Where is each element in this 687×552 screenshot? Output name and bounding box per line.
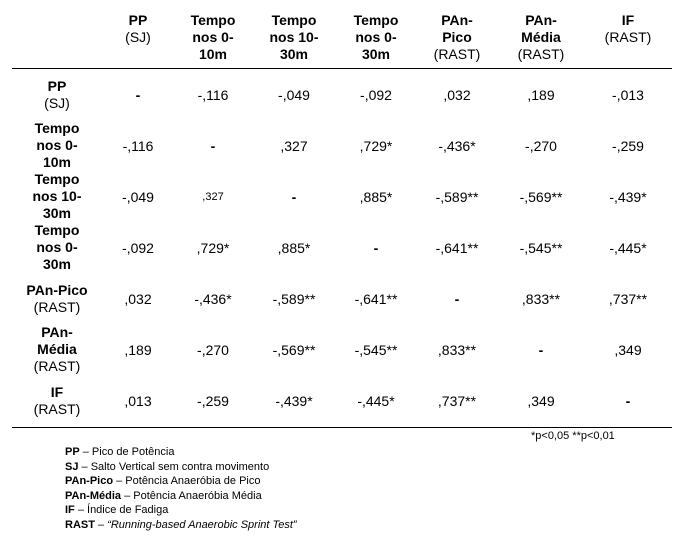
- table-cell: -,116: [197, 86, 229, 103]
- column-header-sub: (RAST): [433, 46, 481, 62]
- legend-text: – Pico de Potência: [79, 446, 175, 458]
- table-cell: -,092: [122, 239, 154, 256]
- table-cell: -,439*: [252, 375, 336, 428]
- table-row: [12, 324, 672, 375]
- column-header-name: PAn-Pico: [441, 12, 473, 45]
- corner-cell: [12, 0, 102, 69]
- table-row: [12, 120, 672, 171]
- column-header-name: Tempo nos 0-10m: [190, 12, 236, 62]
- table-row: [12, 69, 672, 121]
- table-cell: -,589**: [435, 188, 479, 205]
- table-cell: -,569**: [519, 188, 563, 205]
- table-cell: -: [373, 239, 379, 256]
- table-cell: ,189: [527, 86, 555, 103]
- significance-footnote: *p<0,05 **p<0,01: [531, 430, 615, 442]
- table-cell: ,327: [202, 190, 224, 203]
- legend-abbr: RAST: [65, 518, 95, 531]
- table-cell: ,349: [614, 341, 642, 358]
- legend-text: – Índice de Fadiga: [74, 504, 169, 516]
- table-cell: ,189: [124, 341, 152, 358]
- legend-abbr: PP: [65, 446, 80, 458]
- row-header-name: Tempo nos 0-30m: [34, 222, 80, 272]
- row-header: [12, 69, 102, 121]
- table-cell: ,833**: [437, 341, 477, 358]
- correlation-table-wrapper: [12, 0, 672, 428]
- table-cell: -,116: [122, 137, 154, 154]
- table-cell: -,445*: [336, 375, 416, 428]
- table-cell: ,013: [102, 375, 174, 428]
- column-header: [174, 0, 252, 69]
- column-header-name: Tempo nos 0-30m: [353, 12, 399, 62]
- column-header: [252, 0, 336, 69]
- legend-text-italic: “Running-based Anaerobic Sprint Test”: [107, 518, 297, 531]
- column-header-sub: (RAST): [517, 46, 565, 62]
- legend-item: [65, 518, 297, 533]
- column-header: [416, 0, 498, 69]
- column-header-name: IF: [621, 12, 635, 28]
- table-row: [12, 222, 672, 273]
- table-cell: -,545**: [354, 341, 398, 358]
- table-cell: -,092: [360, 86, 392, 103]
- legend-text: –: [94, 518, 108, 531]
- table-cell: -,569**: [272, 341, 316, 358]
- table-cell: -,049: [278, 86, 310, 103]
- table-cell: ,349: [498, 375, 584, 428]
- correlation-table: [12, 0, 672, 428]
- table-cell: -,049: [122, 188, 154, 205]
- table-row: [12, 375, 672, 428]
- table-cell: ,729*: [359, 137, 393, 154]
- row-header-name: Tempo nos 10-30m: [32, 171, 82, 221]
- table-cell: -,259: [174, 375, 252, 428]
- legend-item: [65, 445, 297, 460]
- legend-item: [65, 474, 297, 489]
- column-header: [498, 0, 584, 69]
- table-cell: ,032: [443, 86, 471, 103]
- table-cell: ,327: [280, 137, 308, 154]
- row-header: [12, 273, 102, 324]
- table-cell: -: [210, 137, 216, 154]
- legend-item: [65, 489, 297, 504]
- table-cell: ,833**: [521, 290, 561, 307]
- row-header: [12, 324, 102, 375]
- table-cell: ,885*: [277, 239, 311, 256]
- row-header-name: Tempo nos 0-10m: [34, 120, 80, 170]
- table-cell: -,259: [612, 137, 644, 154]
- column-header-name: PAn-Média: [521, 12, 561, 45]
- column-header: [336, 0, 416, 69]
- row-header-sub: (SJ): [44, 94, 70, 111]
- row-header-name: PAn-Pico: [26, 281, 88, 298]
- table-cell: -,436*: [438, 137, 476, 154]
- legend-item: [65, 460, 297, 475]
- table-cell: -,270: [525, 137, 557, 154]
- row-header: [12, 222, 102, 273]
- table-cell: -: [135, 86, 141, 103]
- row-header-sub: (RAST): [33, 401, 81, 417]
- legend-abbr: SJ: [65, 460, 79, 473]
- table-cell: ,729*: [196, 239, 230, 256]
- row-header: [12, 375, 102, 428]
- row-header: [12, 171, 102, 222]
- row-header-sub: (RAST): [33, 358, 81, 374]
- row-header-name: PP: [47, 77, 67, 94]
- column-header: [584, 0, 672, 69]
- table-cell: -: [538, 341, 544, 358]
- table-cell: ,737**: [608, 290, 648, 307]
- table-cell: -,641**: [435, 239, 479, 256]
- legend-abbr: PAn-Pico: [65, 475, 114, 487]
- table-cell: -: [454, 290, 460, 307]
- column-header-sub: (RAST): [604, 29, 652, 45]
- column-header-name: PP: [128, 12, 148, 28]
- legend-abbr: IF: [65, 504, 75, 516]
- table-cell: -,545**: [519, 239, 563, 256]
- legend-item: [65, 503, 297, 518]
- table-cell: ,032: [124, 290, 152, 307]
- table-cell: -,589**: [272, 290, 316, 307]
- row-header: [12, 120, 102, 171]
- table-cell: -,013: [612, 86, 644, 103]
- table-cell: ,885*: [359, 188, 393, 205]
- row-header-sub: (RAST): [33, 298, 81, 315]
- legend-text: – Potência Anaeróbia de Pico: [113, 475, 261, 487]
- column-header-sub: (SJ): [125, 29, 151, 45]
- row-header-name: IF: [50, 384, 64, 400]
- table-cell: -,436*: [194, 290, 232, 307]
- table-cell: ,737**: [416, 375, 498, 428]
- legend-text: – Salto Vertical sem contra movimento: [78, 460, 270, 473]
- abbreviation-legend: [65, 445, 297, 532]
- table-row: [12, 171, 672, 222]
- table-cell: -: [291, 188, 297, 205]
- table-cell: -,445*: [609, 239, 647, 256]
- column-header: [102, 0, 174, 69]
- table-cell: -,270: [197, 341, 229, 358]
- table-cell: -,439*: [609, 188, 647, 205]
- legend-abbr: PAn-Média: [65, 489, 122, 502]
- legend-text: – Potência Anaeróbia Média: [121, 489, 262, 502]
- table-cell: -,641**: [354, 290, 398, 307]
- header-row: [12, 0, 672, 69]
- table-row: [12, 273, 672, 324]
- table-cell: -: [584, 375, 672, 428]
- column-header-name: Tempo nos 10-30m: [269, 12, 319, 62]
- row-header-name: PAn-Média: [37, 324, 77, 357]
